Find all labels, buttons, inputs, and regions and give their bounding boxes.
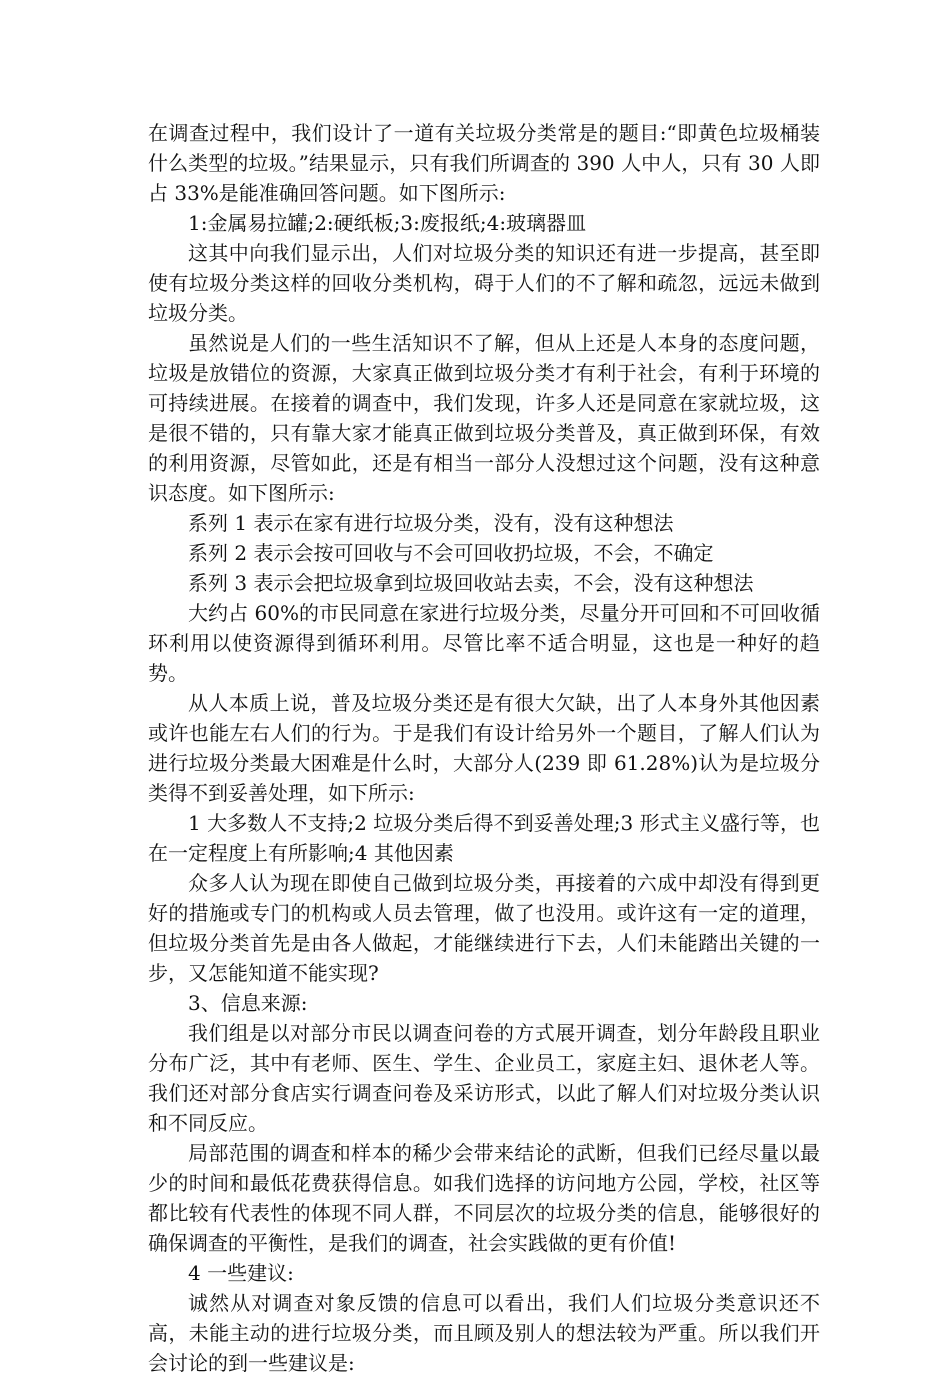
section-heading-info-source: 3、信息来源: [188,991,308,1015]
paragraph-survey-question: 在调查过程中，我们设计了一道有关垃圾分类常是的题目:“即黄色垃圾桶装什么类型的垃圾。”结果显示，只有我们所调查的 390 人中人，只有 30 人即占 33%是能准确回答问题。如下图所示: [148,121,820,205]
document-page [148,118,820,1378]
paragraph-series-2: 系列 2 表示会按可回收与不会可回收扔垃圾，不会，不确定 [188,541,714,565]
paragraph-difficulty-options: 1 大多数人不支持;2 垃圾分类后得不到妥善处理;3 形式主义盛行等，也在一定程度上有所影响;4 其他因素 [148,811,820,865]
paragraph-answer-options: 1:金属易拉罐;2:硬纸板;3:废报纸;4:玻璃器皿 [188,211,587,235]
paragraph-knowledge-gap: 这其中向我们显示出，人们对垃圾分类的知识还有进一步提高，甚至即使有垃圾分类这样的回收分类机构，碍于人们的不了解和疏忽，远远未做到垃圾分类。 [148,241,820,325]
paragraph-series-3: 系列 3 表示会把垃圾拿到垃圾回收站去卖，不会，没有这种想法 [188,571,754,595]
paragraph-biggest-difficulty: 从人本质上说，普及垃圾分类还是有很大欠缺，出了人本身外其他因素或许也能左右人们的行为。于是我们有设计给另外一个题目，了解人们认为进行垃圾分类最大困难是什么时，大部分人(239 即 61.28%)认为是垃圾分类得不到妥善处理，如下所示: [148,691,820,805]
paragraph-sixty-percent: 大约占 60%的市民同意在家进行垃圾分类，尽量分开可回和不可回收循环利用以使资源得到循环利用。尽管比率不适合明显，这也是一种好的趋势。 [148,601,820,685]
paragraph-attitude-problem: 虽然说是人们的一些生活知识不了解，但从上还是人本身的态度问题，垃圾是放错位的资源，大家真正做到垃圾分类才有利于社会，有利于环境的可持续进展。在接着的调查中，我们发现，许多人还是同意在家就垃圾，这是很不错的，只有靠大家才能真正做到垃圾分类普及，真正做到环保，有效的利用资源，尽管如此，还是有相当一部分人没想过这个问题，没有这种意识态度。如下图所示: [148,331,820,505]
paragraph-suggestions-intro: 诚然从对调查对象反馈的信息可以看出，我们人们垃圾分类意识还不高，未能主动的进行垃圾分类，而且顾及别人的想法较为严重。所以我们开会讨论的到一些建议是: [148,1291,820,1375]
paragraph-management-concern: 众多人认为现在即使自己做到垃圾分类，再接着的六成中却没有得到更好的措施或专门的机构或人员去管理，做了也没用。或许这有一定的道理，但垃圾分类首先是由各人做起，才能继续进行下去，人们未能踏出关键的一步，又怎能知道不能实现? [148,871,820,985]
paragraph-sample-limits: 局部范围的调查和样本的稀少会带来结论的武断，但我们已经尽量以最少的时间和最低花费获得信息。如我们选择的访问地方公园，学校，社区等都比较有代表性的体现不同人群，不同层次的垃圾分类的信息，能够很好的确保调查的平衡性，是我们的调查，社会实践做的更有价值! [148,1141,820,1255]
section-heading-suggestions: 4 一些建议: [188,1261,294,1285]
paragraph-survey-method: 我们组是以对部分市民以调查问卷的方式展开调查，划分年龄段且职业分布广泛，其中有老师、医生、学生、企业员工，家庭主妇、退休老人等。我们还对部分食店实行调查问卷及采访形式，以此了解人们对垃圾分类认识和不同反应。 [148,1021,820,1135]
paragraph-series-1: 系列 1 表示在家有进行垃圾分类，没有，没有这种想法 [188,511,674,535]
